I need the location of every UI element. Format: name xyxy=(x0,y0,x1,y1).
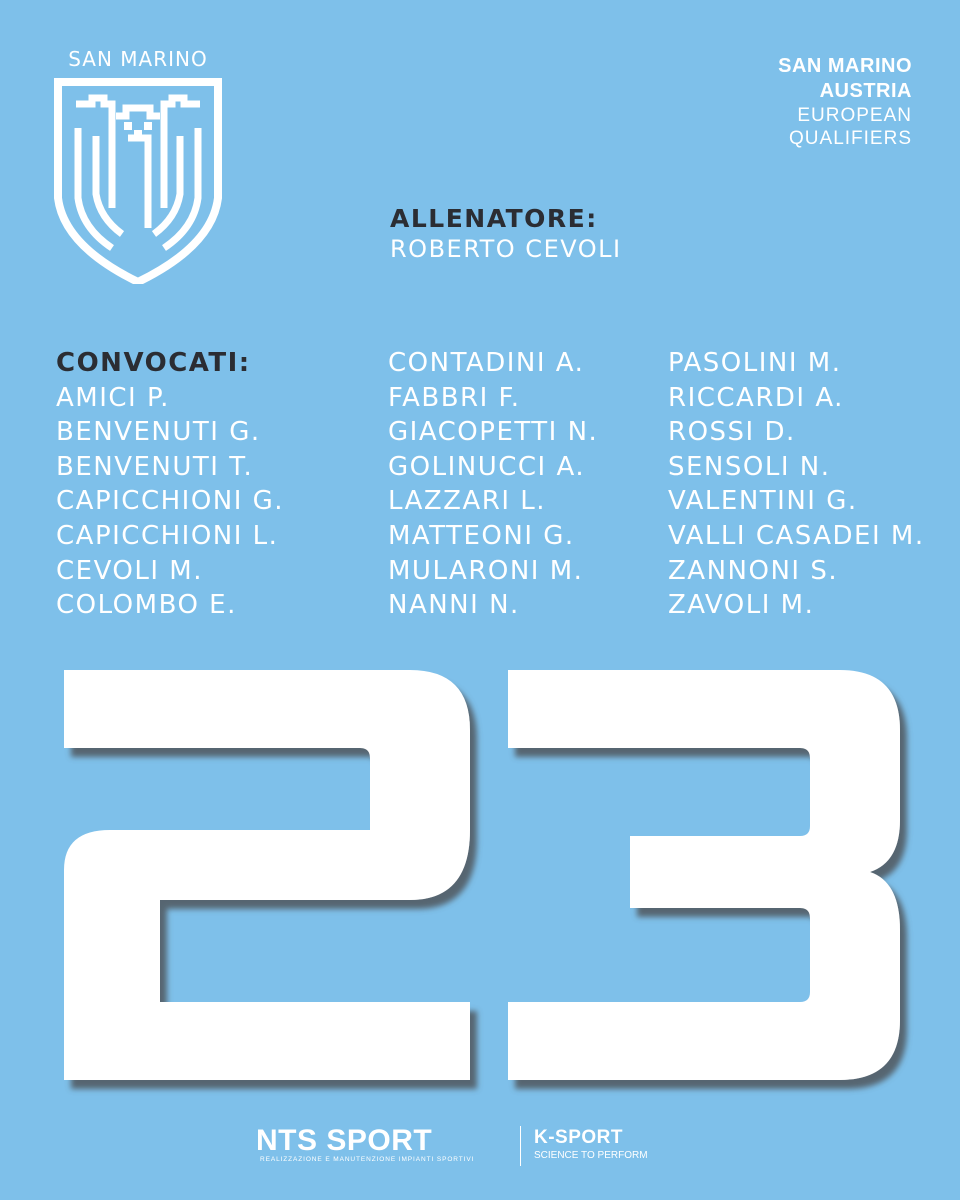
player-name: COLOMBO E. xyxy=(56,590,237,621)
player-name: GOLINUCCI A. xyxy=(388,451,586,482)
nts-sport-logo: NTS SPORT xyxy=(256,1124,433,1157)
competition-line-1: EUROPEAN xyxy=(797,105,912,126)
player-name: CEVOLI M. xyxy=(56,555,203,586)
home-team: SAN MARINO xyxy=(778,55,912,77)
k-sport-tagline: SCIENCE TO PERFORM xyxy=(534,1150,648,1161)
player-name: NANNI N. xyxy=(388,590,520,621)
nts-sport-tagline: REALIZZAZIONE E MANUTENZIONE IMPIANTI SPORTIVI xyxy=(260,1156,475,1163)
player-name: BENVENUTI G. xyxy=(56,417,261,448)
player-name: SENSOLI N. xyxy=(668,451,831,482)
player-name: CAPICCHIONI G. xyxy=(56,486,285,517)
player-name: MULARONI M. xyxy=(388,555,584,586)
player-name: ZAVOLI M. xyxy=(668,590,815,621)
sponsor-divider xyxy=(520,1126,521,1166)
player-name: BENVENUTI T. xyxy=(56,451,254,482)
player-name: RICCARDI A. xyxy=(668,382,844,413)
sponsor-nts-sport xyxy=(256,1124,474,1163)
k-sport-logo: K-SPORT xyxy=(534,1127,623,1148)
player-name: CAPICCHIONI L. xyxy=(56,520,279,551)
sponsor-k-sport xyxy=(534,1127,648,1161)
roster-column-3 xyxy=(668,346,925,623)
player-name: ROSSI D. xyxy=(668,417,796,448)
player-name: FABBRI F. xyxy=(388,382,521,413)
roster-label: CONVOCATI: xyxy=(56,348,251,378)
brand-name: SAN MARINO xyxy=(68,47,208,71)
player-name: VALLI CASADEI M. xyxy=(668,520,925,551)
player-name: CONTADINI A. xyxy=(388,348,585,378)
player-name: MATTEONI G. xyxy=(388,520,575,551)
player-name: PASOLINI M. xyxy=(668,348,842,378)
player-name: ZANNONI S. xyxy=(668,555,839,586)
player-name: GIACOPETTI N. xyxy=(388,417,599,448)
competition-line-2: QUALIFIERS xyxy=(789,128,912,149)
away-team: AUSTRIA xyxy=(819,80,912,102)
coach-label: ALLENATORE: xyxy=(390,204,598,233)
player-name: VALENTINI G. xyxy=(668,486,858,517)
roster-column-1 xyxy=(56,346,284,623)
squad-count-text: 23 xyxy=(40,640,42,641)
player-name: AMICI P. xyxy=(56,382,170,413)
roster-column-2 xyxy=(388,346,598,623)
squad-count-number xyxy=(40,640,940,1110)
player-name: LAZZARI L. xyxy=(388,486,547,517)
san-marino-crest-logo xyxy=(52,78,224,284)
match-info xyxy=(778,54,912,150)
coach-name: ROBERTO CEVOLI xyxy=(390,235,622,263)
